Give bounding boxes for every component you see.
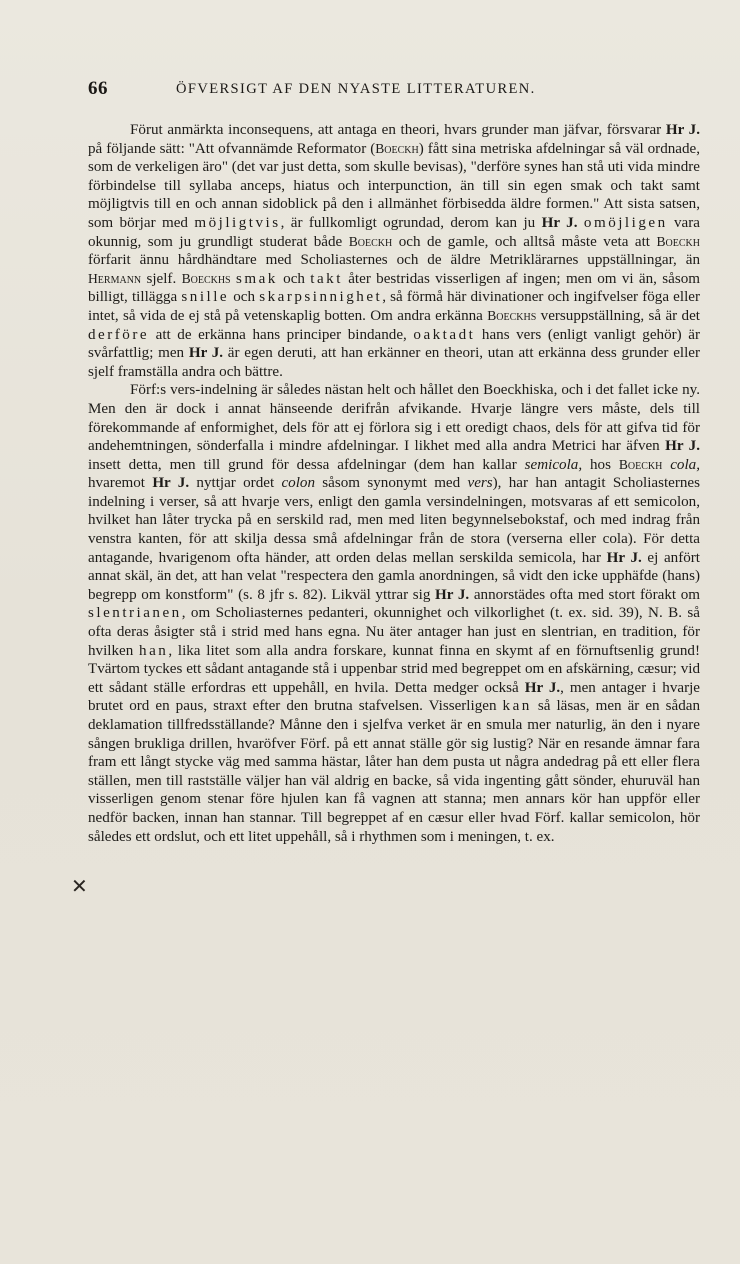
text-run: , om Scholiasternes pedanteri, okunnighet och vilkorlighet (t. ex. sid. 39), N. B. så ofta deras åsigter stå i strid med hans egna. Nu äter antager han just en slentrian, en tradition, för hvilken bbox=[88, 605, 700, 659]
emphasis-run: Hr J. bbox=[188, 345, 224, 362]
emphasis-run: Boeckhs bbox=[181, 270, 231, 286]
emphasis-run: smak bbox=[235, 270, 278, 287]
text-run: och bbox=[229, 289, 260, 306]
text-run: hvaremot bbox=[88, 475, 153, 492]
emphasis-run: takt bbox=[310, 270, 343, 287]
text-run: hans vers (enligt vanligt gehör) är svårfattlig; men bbox=[88, 326, 700, 362]
text-run: , är fullkomligt ogrundad, derom kan ju bbox=[280, 214, 542, 231]
emphasis-run: derföre bbox=[88, 326, 150, 343]
text-run: ), har han antagit Scholiasternes indelning i verser, så att hvarje vers, enligt den gamla versindelningen, motsvaras af ett semicolon, hvilket han låter trycka på en serskild rad, men med liten begynnelsebokstaf, och med indrag från venstra kanten, för att skilja dessa små afdelningar från de stora (verserna eller cola). För detta antagande, hvarigenom ofta händer, att orden delas mellan serskilda semicola, har bbox=[88, 475, 701, 566]
text-run: och bbox=[277, 270, 311, 287]
text-run: ej anfört annat skäl, än det, att han velat "respectera den gamla anordningen, så vidt den icke upphäfde (hans) begrepp om konstform" (s. 8 jfr s. 82). Likväl yttrar sig bbox=[88, 549, 701, 603]
text-run: ) fått sina metriska afdelningar så väl ordnade, som de verkeligen äro" (det var just detta, som skulle bevisas), "derföre synes han stå uti vida mindre förbindelse till syllaba anceps, hiatus och interpunction, än till sin egen smak och takt samt möjligtvis till en och annan sidoblick på den i allmänhet förbisedda äldre formen." Att sista satsen, som börjar med bbox=[88, 140, 701, 231]
emphasis-run: Boeckhs bbox=[487, 307, 537, 323]
emphasis-run: han bbox=[139, 642, 169, 659]
emphasis-run: Hr J. bbox=[524, 679, 561, 696]
text-run: åter bestridas visserligen af ingen; men om vi än, såsom billigt, tillägga bbox=[88, 270, 700, 306]
text-run: nyttjar ordet bbox=[189, 475, 282, 492]
margin-cross-mark: ✕ bbox=[71, 874, 88, 898]
text-run: , så förmå här divinationer och ingifvelser föga eller intet, så vida de ej stå på vetenskaplig botten. Om andra erkänna bbox=[88, 289, 700, 324]
emphasis-run: vers bbox=[467, 475, 493, 492]
emphasis-run: colon bbox=[281, 475, 315, 492]
text-run: såsom synonymt med bbox=[315, 475, 468, 492]
emphasis-run: Hr J. bbox=[435, 586, 470, 603]
text-run: sjelf. bbox=[141, 270, 182, 287]
text-run: vara okunnig, som ju grundligt studerat både bbox=[88, 214, 700, 250]
text-run: , men antager i hvarje brutet ord en paus, straxt efter den brutna stafvelsen. Visserligen bbox=[88, 679, 700, 715]
emphasis-run: Hr J. bbox=[606, 549, 642, 566]
text-run: är egen deruti, att han erkänner en theori, utan att erkänna dess grunder eller sjelf framställa andra och bättre. bbox=[88, 345, 701, 380]
paragraph bbox=[88, 121, 700, 381]
emphasis-run: semicola, bbox=[524, 456, 583, 473]
text-run: , lika litet som alla andra forskare, kunnat finna en skymt af en förnuftsenlig grund! Tvärtom tyckes ett sådant antagande stå i uppenbar strid med begreppet om en afskärning, cæsur; vid ett sådant ställe erfordras ett uppehåll, en hvila. Detta medger också bbox=[88, 642, 700, 696]
emphasis-run: kan bbox=[502, 698, 532, 715]
emphasis-run: Hr J. bbox=[541, 214, 578, 231]
text-run: förfarit ännu hårdhändtare med Scholiasternes och de äldre Metriklärarnes uppställningar, än bbox=[88, 252, 700, 269]
paragraph bbox=[88, 381, 700, 846]
text-run: att de erkänna hans principer bindande, bbox=[149, 326, 414, 343]
body-text bbox=[88, 121, 700, 846]
emphasis-run: Boeckh bbox=[348, 233, 393, 249]
emphasis-run: Hr J. bbox=[152, 475, 190, 492]
text-run: så läsas, men är en sådan deklamation tillfredsställande? Månne den i sjelfva verket är en smula mer naturlig, än den i nyare sången brukliga drillen, hvaröfver Förf. på ett annat ställe gör sig lustig? När en resande ämnar fara fram ett långt stycke väg med samma hästar, låter han dem pusta ut några andedrag på ett eller flera ställen, men till rastställe väljer han väl aldrig en backe, så vida ingenting gått sönder, ehuruväl han visserligen genom stenar före hjulen kan få vagnen att stanna; men annars kör han uppför eller nedför backen, innan han stannar. Till begreppet af en cæsur eller hvad Förf. kallar semicolon, hör således ett ordslut, och ett litet uppehåll, så i rhythmen som i meningen, t. ex. bbox=[88, 698, 700, 845]
emphasis-run: oaktadt bbox=[413, 326, 476, 343]
text-run: insett detta, men till grund för dessa afdelningar (dem han kallar bbox=[88, 456, 525, 473]
page-number: 66 bbox=[88, 78, 108, 99]
emphasis-run: Boeckh bbox=[375, 140, 419, 156]
text-run: Förut anmärkta inconsequens, att antaga en theori, hvars grunder man jäfvar, försvarar bbox=[130, 122, 666, 138]
text-run: Förf:s vers-indelning är således nästan helt och hållet den Boeckhiska, och i det fallet icke ny. Men den är dock i annat hänseende derifrån afvikande. Hvarje längre vers måste, dels till förekommande af enformighet, dels för att ej förlora sig i ett oredigt chaos, dels för att gifva tid för andehemtningen, sönderfalla i mindre afdelningar. I likhet med alla andra Metrici har äfven bbox=[88, 382, 700, 455]
text-run: versuppställning, så är det bbox=[536, 307, 700, 324]
text-run: på följande sätt: "Att ofvannämde Reformator ( bbox=[88, 140, 376, 157]
emphasis-run: Hermann bbox=[88, 270, 142, 286]
emphasis-run: möjligtvis bbox=[194, 214, 281, 231]
running-head: ÖFVERSIGT AF DEN NYASTE LITTERATUREN. bbox=[176, 81, 536, 97]
emphasis-run: Hr J. bbox=[665, 438, 700, 455]
text-run: och de gamle, och alltså måste veta att bbox=[392, 233, 657, 250]
emphasis-run: skarpsinnighet bbox=[259, 289, 383, 306]
emphasis-run: snille bbox=[181, 289, 230, 306]
emphasis-run: cola, bbox=[670, 456, 700, 473]
emphasis-run: Boeckh bbox=[656, 233, 700, 249]
page-header bbox=[88, 78, 618, 102]
text-run: annorstädes ofta med stort förakt om bbox=[469, 586, 701, 603]
emphasis-run: Boeckh bbox=[618, 456, 663, 472]
emphasis-run: Hr J. bbox=[665, 122, 700, 138]
emphasis-run: slentrianen bbox=[88, 605, 182, 622]
emphasis-run: omöjligen bbox=[583, 214, 668, 231]
text-run: hos bbox=[582, 456, 619, 473]
